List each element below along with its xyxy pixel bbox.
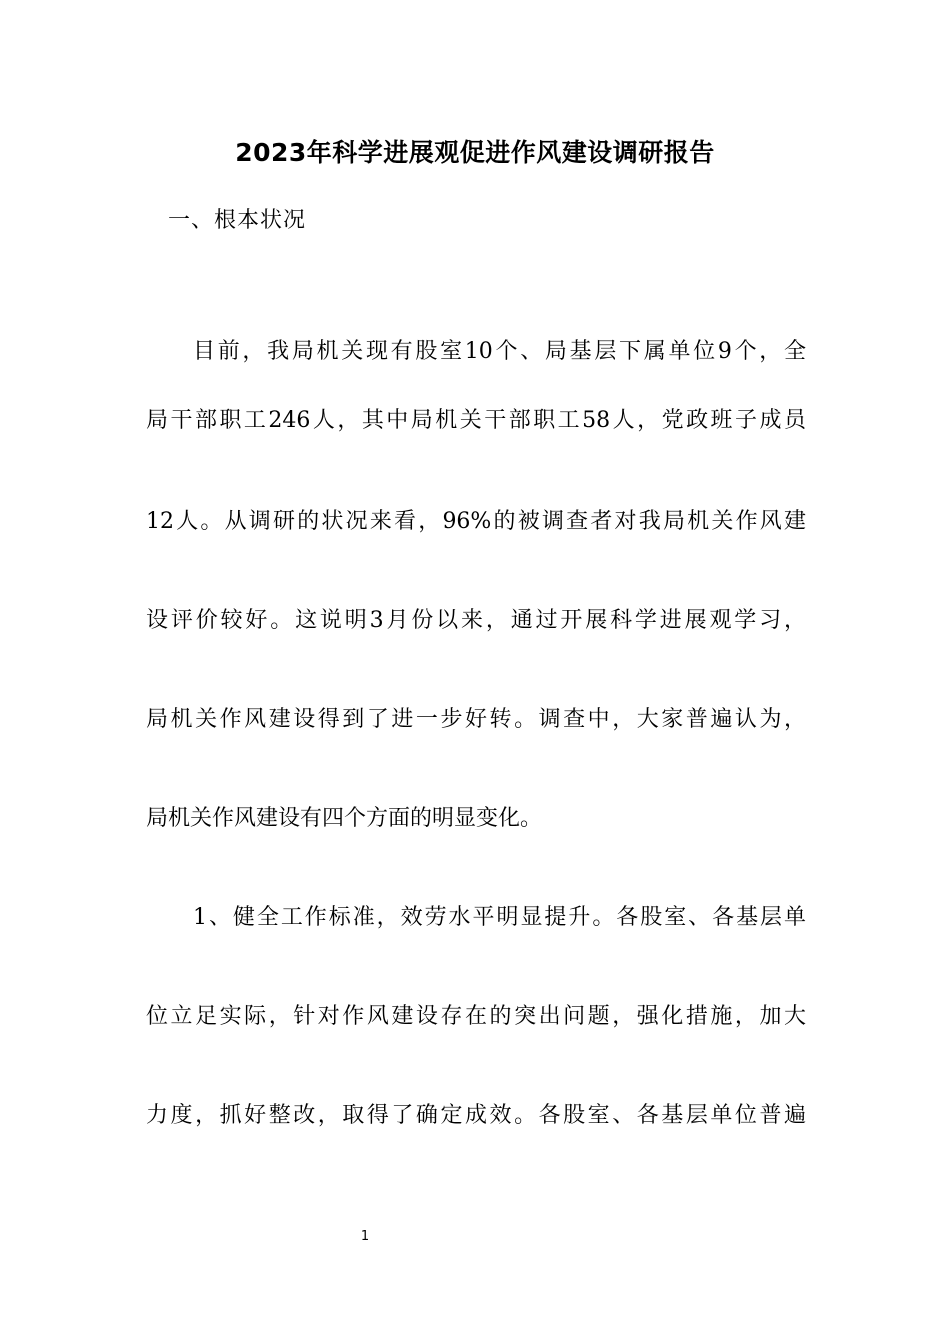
paragraph-line: 局干部职工246人，其中局机关干部职工58人，党政班子成员 bbox=[146, 408, 806, 433]
section-heading: 一、根本状况 bbox=[168, 208, 307, 233]
paragraph-line: 目前，我局机关现有股室10个、局基层下属单位9个，全 bbox=[193, 339, 806, 364]
paragraph-line: 力度，抓好整改，取得了确定成效。各股室、各基层单位普遍 bbox=[146, 1103, 806, 1128]
paragraph-line: 设评价较好。这说明3月份以来，通过开展科学进展观学习， bbox=[146, 608, 806, 633]
paragraph-line: 局机关作风建设有四个方面的明显变化。 bbox=[146, 806, 543, 831]
page-number: 1 bbox=[360, 1229, 370, 1244]
paragraph-line: 位立足实际，针对作风建设存在的突出问题，强化措施，加大 bbox=[146, 1004, 806, 1029]
paragraph-line: 12人。从调研的状况来看，96%的被调查者对我局机关作风建 bbox=[146, 509, 806, 534]
paragraph-line: 1、健全工作标准，效劳水平明显提升。各股室、各基层单 bbox=[193, 905, 806, 930]
paragraph-line: 局机关作风建设得到了进一步好转。调查中，大家普遍认为， bbox=[146, 707, 806, 732]
document-title: 2023年科学进展观促进作风建设调研报告 bbox=[235, 138, 715, 167]
